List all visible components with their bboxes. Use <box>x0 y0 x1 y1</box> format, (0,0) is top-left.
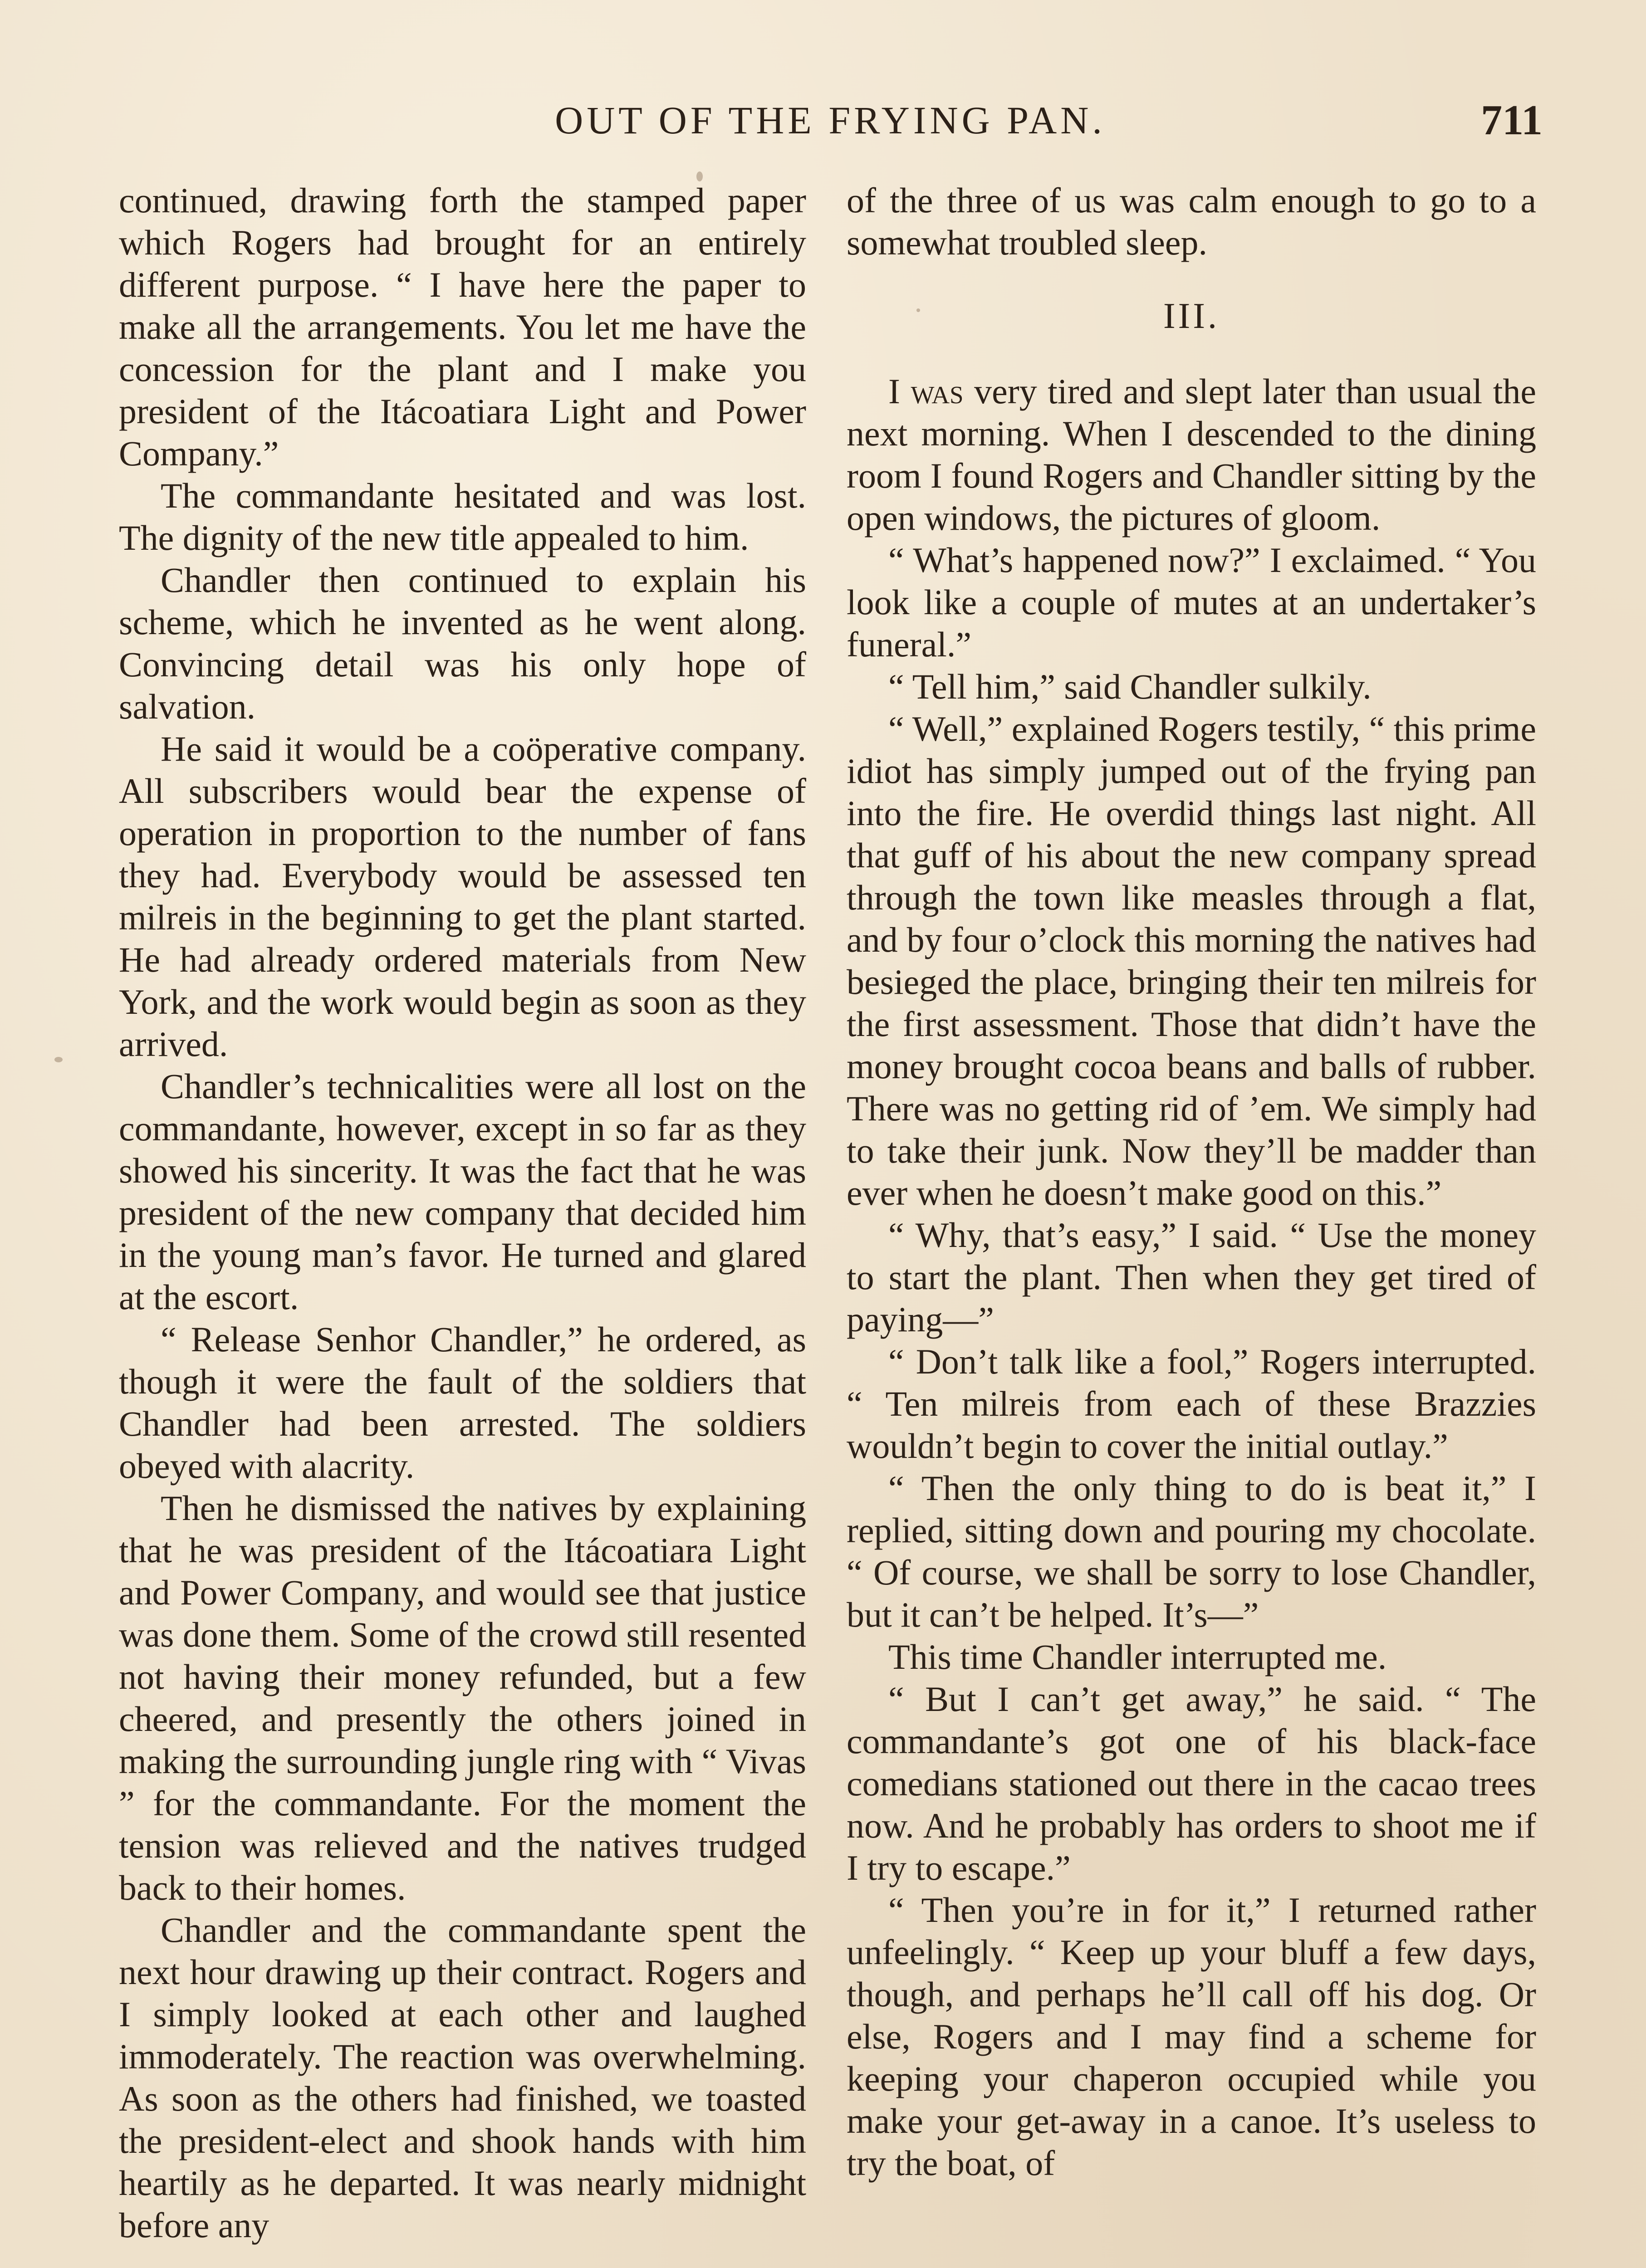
paragraph: Chandler and the commandante spent the next hour drawing up their contract. Rogers and I simply looked at each other and laughed immoderately. The reaction was overwhelming. As soon as the others had finished, we toasted the president-elect and shook hands with him heartily as he departed. It was nearly midnight before any <box>119 1910 806 2245</box>
left-column <box>119 179 806 2246</box>
paragraph: He said it would be a coöperative company. All subscribers would bear the expense of operation in proportion to the number of fans they had. Everybody would be assessed ten milreis in the beginning to get the plant started. He had already ordered materials from New York, and the work would begin as soon as they arrived. <box>119 729 806 1064</box>
paper-speck <box>696 171 703 181</box>
paragraph: “ Don’t talk like a fool,” Rogers interrupted. “ Ten milreis from each of these Brazzies wouldn’t begin to cover the initial outlay.” <box>847 1342 1536 1466</box>
paragraph: “ Why, that’s easy,” I said. “ Use the money to start the plant. Then when they get tired of paying—” <box>847 1215 1536 1339</box>
paragraph: Chandler then continued to explain his scheme, which he invented as he went along. Convincing detail was his only hope of salvation. <box>119 560 806 726</box>
lead-word-smallcaps: was <box>900 371 964 411</box>
running-header <box>118 98 1543 156</box>
section-heading: III. <box>1163 296 1220 336</box>
paragraph: “ Then you’re in for it,” I returned rather unfeelingly. “ Keep up your bluff a few days, though, and perhaps he’ll call off his dog. Or else, Rogers and I may find a scheme for keeping your chaperon occupied while you make your get-away in a canoe. It’s useless to try the boat, of <box>847 1890 1536 2183</box>
paragraph: Then he dismissed the natives by explaining that he was president of the Itácoatiara Light and Power Company, and would see that justice was done them. Some of the crowd still resented not having their money refunded, but a few cheered, and presently the others joined in making the surrounding jungle ring with “ Vivas ” for the commandante. For the moment the tension was relieved and the natives trudged back to their homes. <box>119 1488 806 1907</box>
paragraph: “ Well,” explained Rogers testily, “ this prime idiot has simply jumped out of the frying pan into the fire. He overdid things last night. All that guff of his about the new company spread through the town like measles through a flat, and by four o’clock this morning the natives had besieged the place, bringing their ten milreis for the first assessment. Those that didn’t have the money brought cocoa beans and balls of rubber. There was no getting rid of ’em. We simply had to take their junk. Now they’ll be madder than ever when he doesn’t make good on this.” <box>847 709 1536 1212</box>
paragraph: “ Release Senhor Chandler,” he ordered, as though it were the fault of the soldiers that Chandler had been arrested. The soldiers obeyed with alacrity. <box>119 1320 806 1486</box>
page-number: 711 <box>1481 97 1543 144</box>
paper-speck <box>54 1057 63 1062</box>
paragraph: “ But I can’t get away,” he said. “ The commandante’s got one of his black-face comedians stationed out there in the cacao trees now. And he probably has orders to shoot me if I try to escape.” <box>847 1679 1536 1887</box>
section-first-paragraph <box>847 370 1536 539</box>
paragraph-rest: very tired and slept later than usual the next morning. When I descended to the dining room I found Rogers and Chandler sitting by the open windows, the pictures of gloom. <box>847 371 1536 538</box>
paragraph-continued: of the three of us was calm enough to go to a somewhat troubled sleep. <box>847 181 1536 262</box>
paragraph: The commandante hesitated and was lost. The dignity of the new title appealed to him. <box>119 476 806 557</box>
lead-letter: I <box>888 371 900 411</box>
running-title: OUT OF THE FRYING PAN. <box>555 98 1106 142</box>
right-column <box>847 179 1536 2184</box>
paragraph: continued, drawing forth the stamped paper which Rogers had brought for an entirely different purpose. “ I have here the paper to make all the arrangements. You let me have the concession for the plant and I make you president of the Itácoatiara Light and Power Company.” <box>119 181 806 473</box>
paragraph: Chandler’s technicalities were all lost on the commandante, however, except in so far as they showed his sincerity. It was the fact that he was president of the new company that decided him in the young man’s favor. He turned and glared at the escort. <box>119 1066 806 1317</box>
paragraph: “ Then the only thing to do is beat it,” I replied, sitting down and pouring my chocolate. “ Of course, we shall be sorry to lose Chandler, but it can’t be helped. It’s—” <box>847 1468 1536 1634</box>
paper-speck <box>916 308 920 312</box>
paragraph: “ Tell him,” said Chandler sulkily. <box>888 667 1372 706</box>
paragraph: This time Chandler interrupted me. <box>888 1637 1387 1677</box>
paragraph: “ What’s happened now?” I exclaimed. “ You look like a couple of mutes at an undertaker’s funeral.” <box>847 540 1536 664</box>
